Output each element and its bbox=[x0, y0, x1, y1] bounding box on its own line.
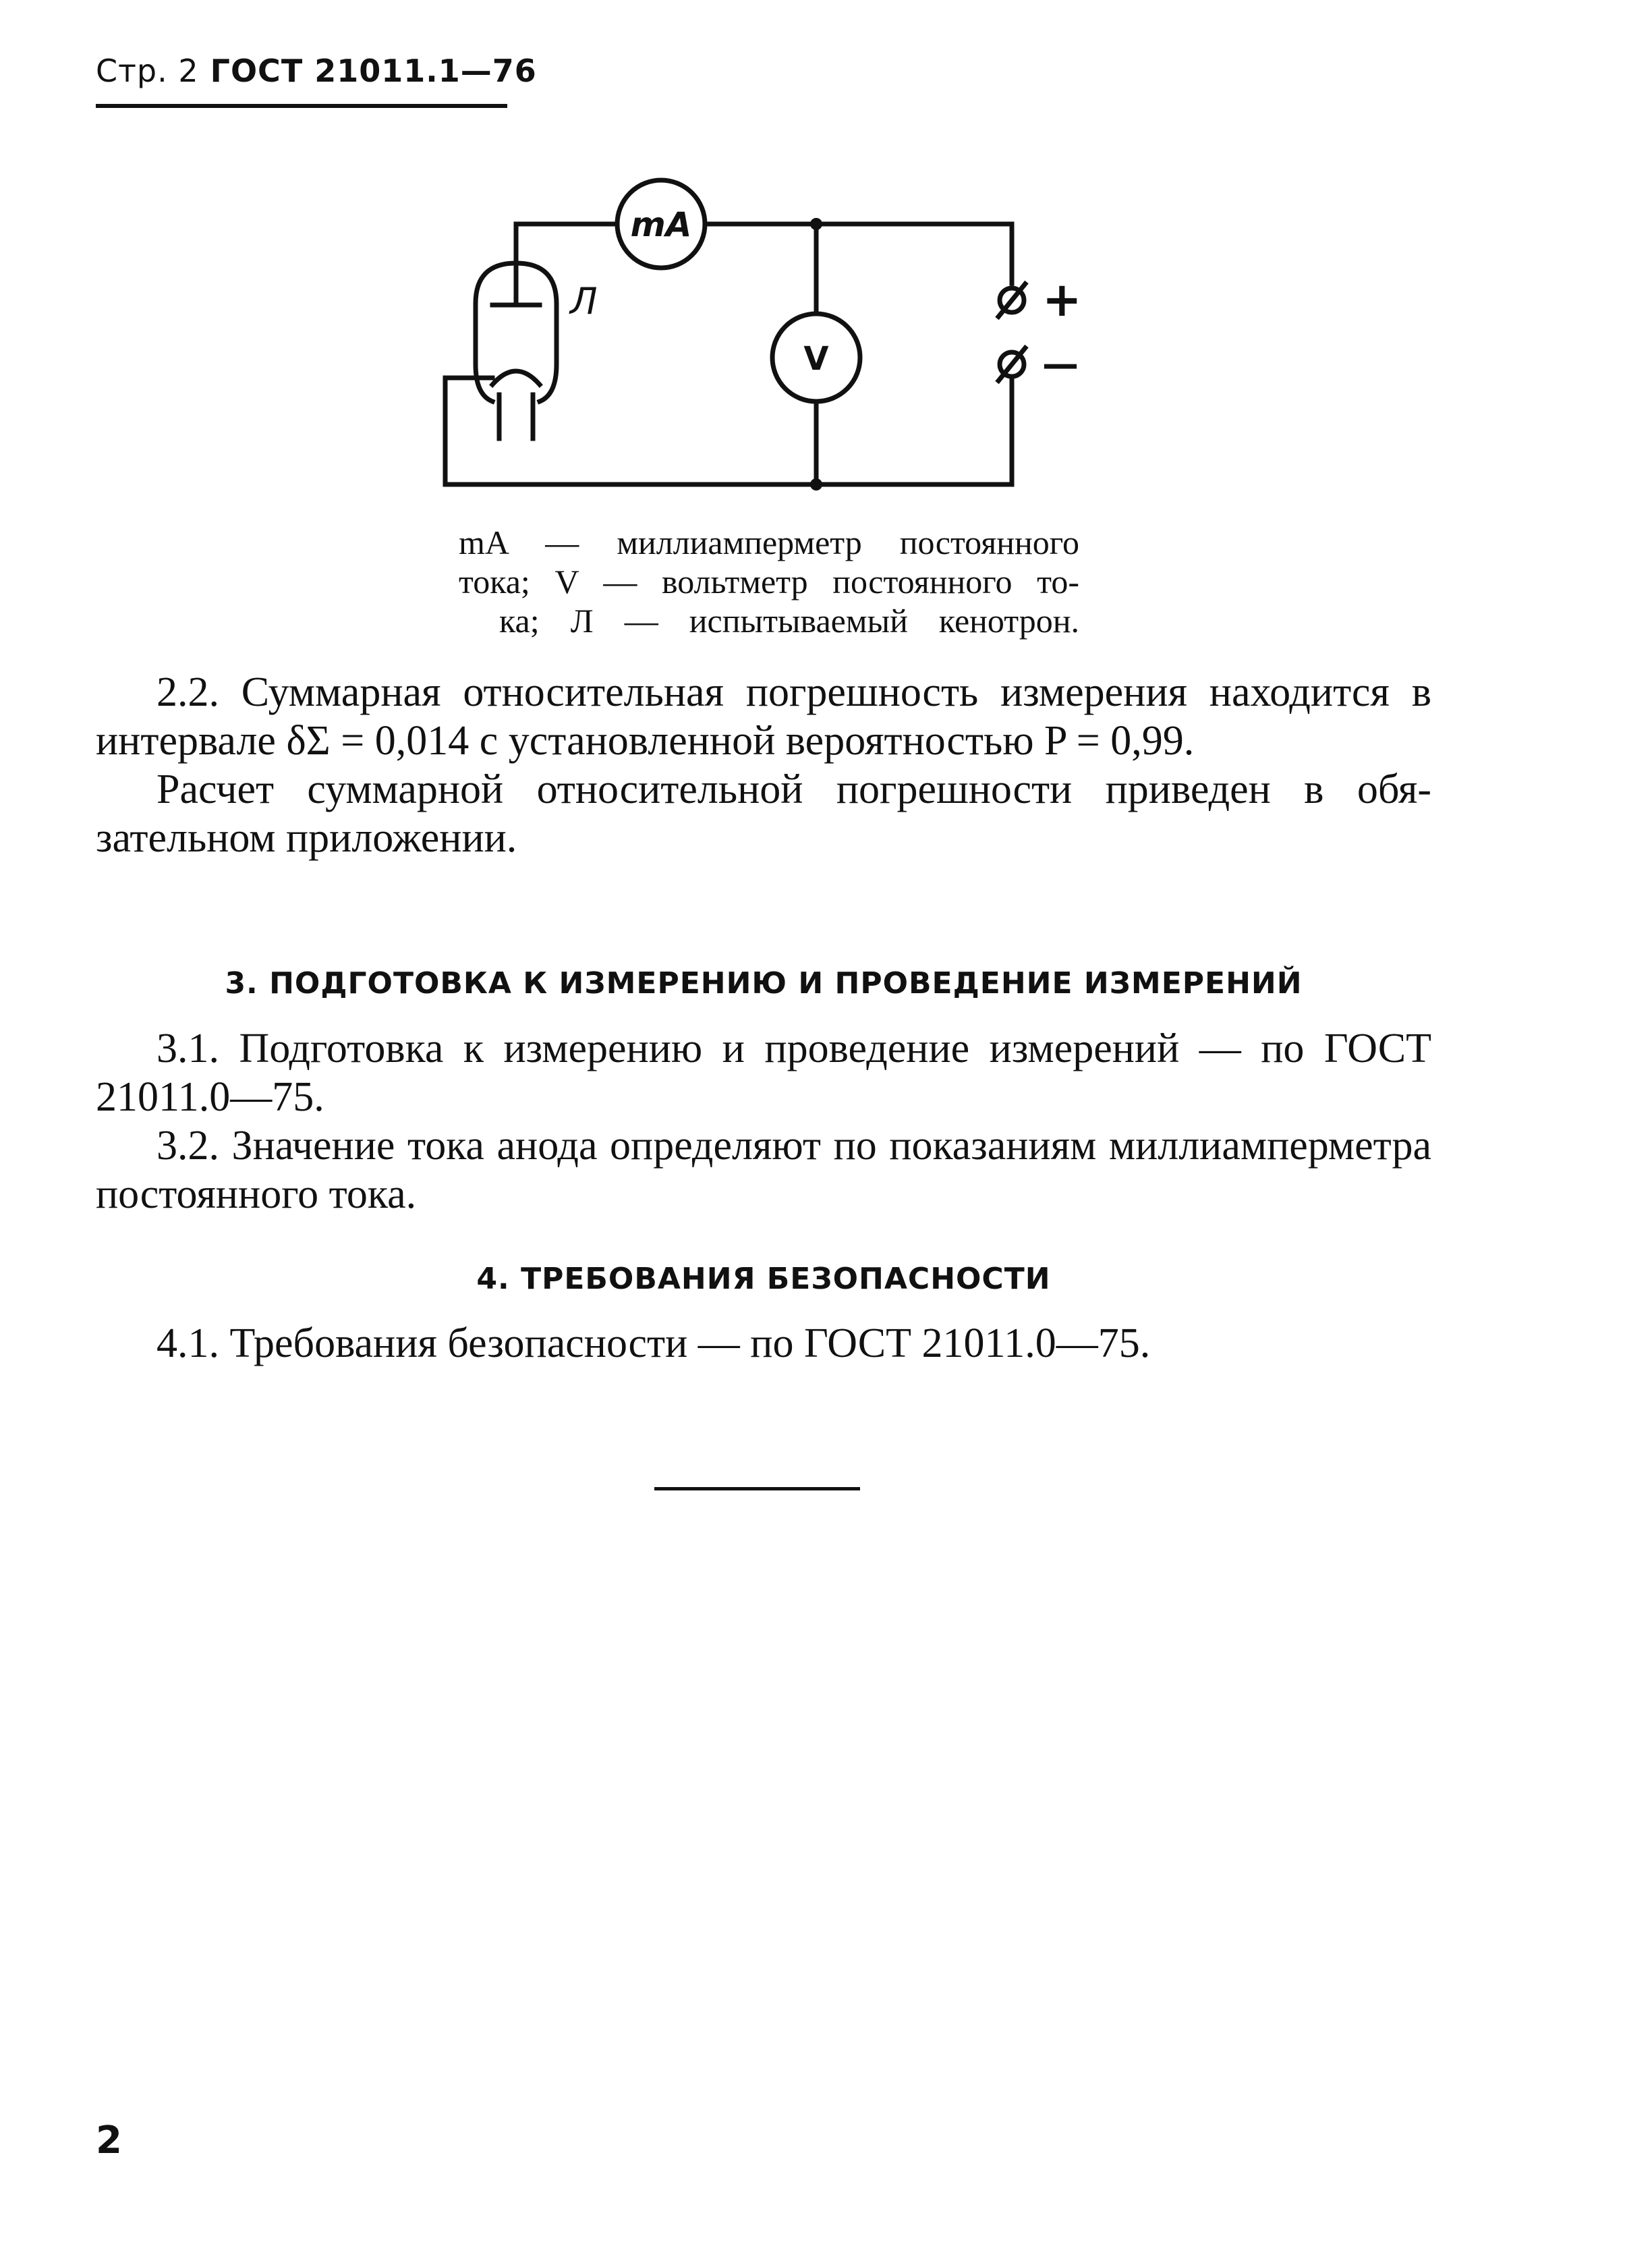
voltmeter-label: V bbox=[803, 340, 829, 378]
minus-sign: — bbox=[1042, 343, 1079, 385]
section-2-body bbox=[96, 668, 1431, 862]
plus-sign: + bbox=[1042, 272, 1082, 327]
caption-line-2: тока; V — вольтметр постоянного то- bbox=[459, 563, 1079, 600]
paragraph-2-2: 2.2. Суммарная относительная погрешность измерения находится в интервале δΣ = 0,014 с установленной вероятностью P = 0,99. bbox=[96, 669, 1431, 764]
paragraph-2-2-note: Расчет суммарной относительной погрешности приведен в обязательном приложении. bbox=[96, 766, 1431, 861]
document-code: ГОСТ 21011.1—76 bbox=[210, 53, 537, 89]
page-number: 2 bbox=[96, 2119, 122, 2162]
paragraph-3-2: 3.2. Значение тока анода определяют по показаниям миллиамперметра постоянного тока. bbox=[96, 1123, 1431, 1217]
end-rule bbox=[654, 1487, 860, 1490]
circuit-diagram bbox=[425, 162, 1113, 513]
page-label: Стр. 2 bbox=[96, 53, 199, 89]
tube-filament bbox=[492, 371, 540, 385]
section-4-title: 4. ТРЕБОВАНИЯ БЕЗОПАСНОСТИ bbox=[476, 1262, 1051, 1296]
terminal-minus bbox=[997, 346, 1027, 383]
milliammeter-label: mA bbox=[630, 205, 692, 244]
section-3-title: 3. ПОДГОТОВКА К ИЗМЕРЕНИЮ И ПРОВЕДЕНИЕ ИЗМЕРЕНИЙ bbox=[225, 966, 1303, 1001]
terminal-plus bbox=[997, 282, 1027, 318]
paragraph-4-1: 4.1. Требования безопасности — по ГОСТ 21011.0—75. bbox=[156, 1320, 1151, 1366]
caption-line-1: mA — миллиамперметр постоянного bbox=[459, 524, 1079, 561]
tube-envelope-left bbox=[476, 337, 492, 401]
paragraph-3-1: 3.1. Подготовка к измерению и проведение измерений — по ГОСТ 21011.0—75. bbox=[96, 1026, 1431, 1120]
header-rule bbox=[96, 104, 507, 108]
caption-line-3: ка; Л — испытываемый кенотрон. bbox=[499, 602, 1079, 640]
section-3-body bbox=[96, 1024, 1431, 1219]
diagram-caption bbox=[459, 523, 1079, 640]
section-4-body bbox=[96, 1319, 1431, 1368]
junction-bottom bbox=[810, 478, 822, 491]
page-header bbox=[96, 53, 537, 89]
junction-top bbox=[810, 218, 822, 230]
circuit-svg bbox=[425, 162, 1113, 513]
tube-label: Л bbox=[570, 280, 598, 323]
